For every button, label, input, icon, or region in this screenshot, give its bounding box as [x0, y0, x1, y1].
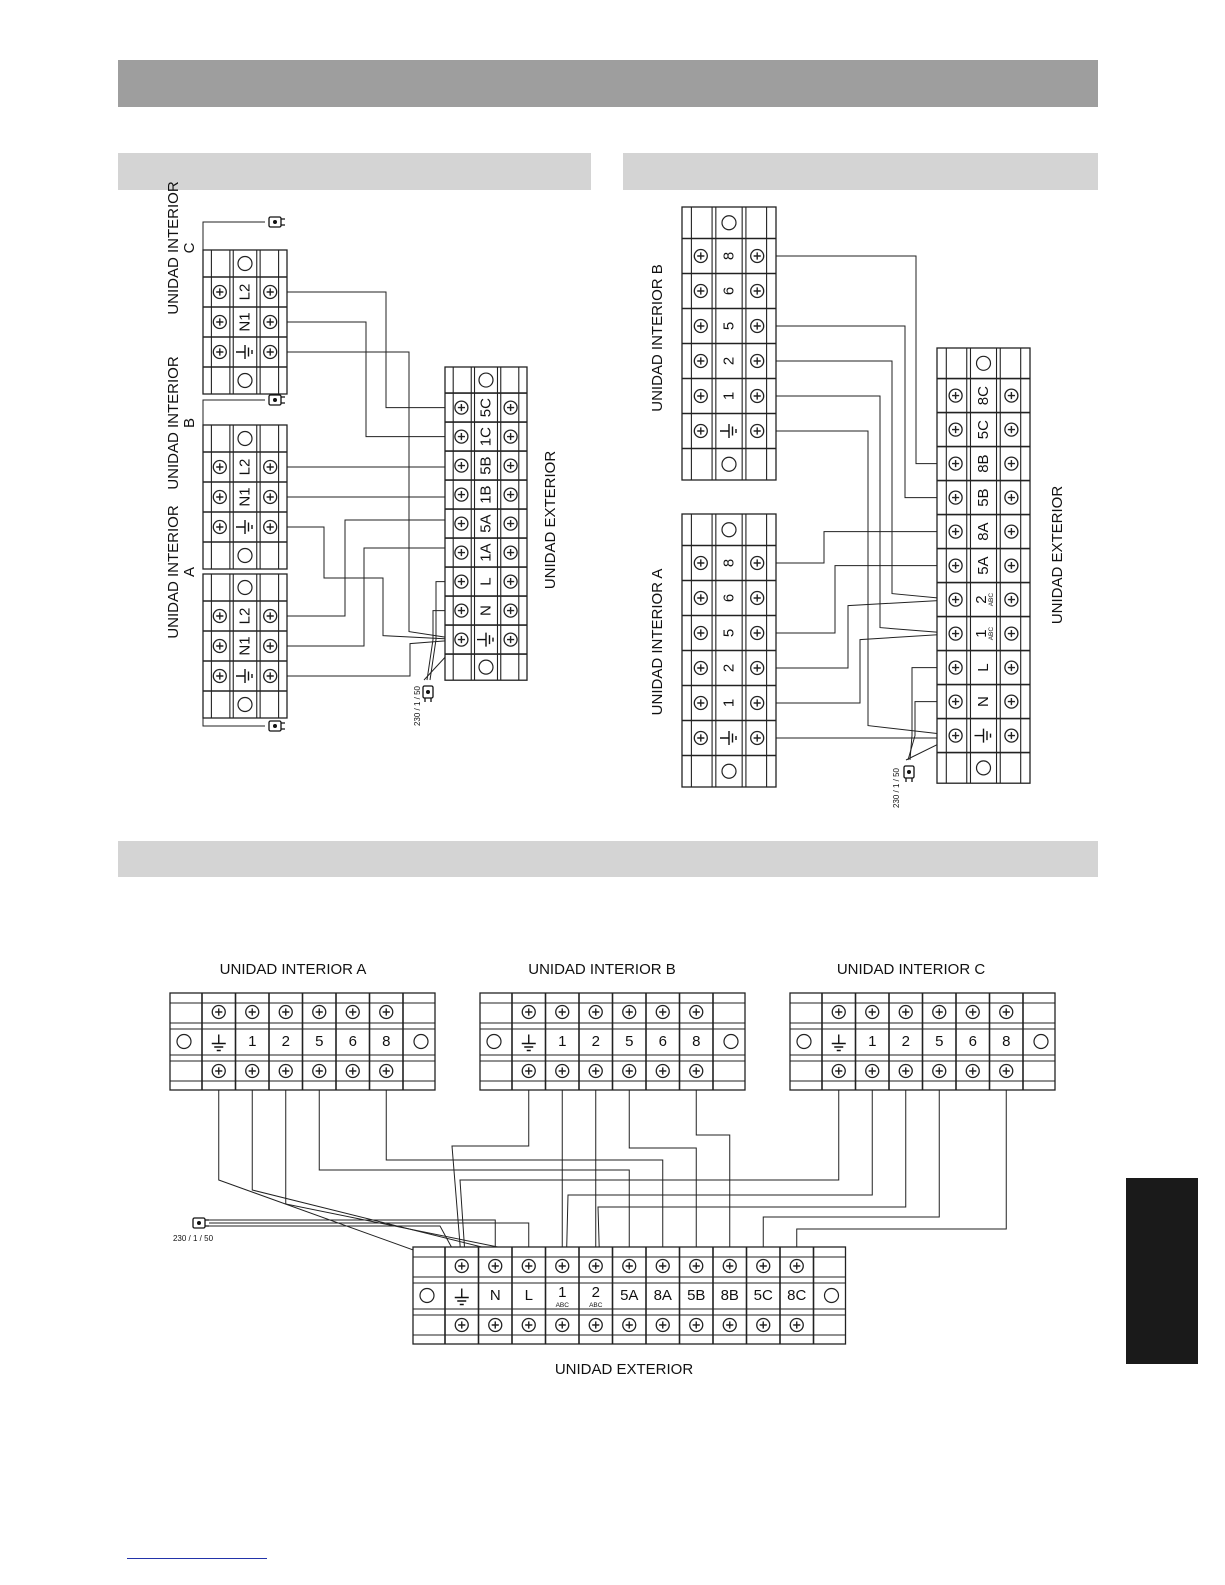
screw-icon: [866, 1006, 879, 1019]
terminal-label: 8: [720, 251, 738, 261]
screw-icon: [346, 1006, 359, 1019]
d1-outdoor-title: [542, 451, 559, 590]
mounting-hole-icon: [825, 1289, 839, 1303]
terminal-label: N: [489, 1287, 501, 1304]
screw-icon: [246, 1006, 259, 1019]
d2-wire-b-gnd: [757, 431, 955, 736]
terminal-label: 5: [625, 1033, 634, 1050]
d3-unit-c-title: UNIDAD INTERIOR C: [836, 961, 986, 978]
terminal-label: 1: [558, 1033, 567, 1050]
terminal-label: 5C: [975, 420, 992, 440]
screw-icon: [757, 1319, 770, 1332]
d2-wire-b-5: [757, 326, 955, 498]
terminal-label: N1: [236, 312, 254, 332]
screw-icon: [694, 285, 707, 298]
screw-icon: [751, 320, 764, 333]
terminal-label: N1: [236, 487, 254, 507]
terminal-label: 8A: [653, 1287, 672, 1304]
screw-icon: [264, 461, 277, 474]
d3-wire-c-1: [566, 1071, 872, 1266]
screw-icon: [522, 1006, 535, 1019]
screw-icon: [1005, 695, 1018, 708]
screw-icon: [966, 1065, 979, 1078]
screw-icon: [949, 423, 962, 436]
screw-icon: [522, 1319, 535, 1332]
screw-icon: [694, 250, 707, 263]
screw-icon: [1005, 661, 1018, 674]
screw-icon: [832, 1065, 845, 1078]
mounting-hole-icon: [487, 1035, 501, 1049]
screw-icon: [213, 316, 226, 329]
screw-icon: [556, 1260, 569, 1273]
svg-text:UNIDAD EXTERIOR: UNIDAD EXTERIOR: [542, 450, 559, 590]
screw-icon: [933, 1006, 946, 1019]
d2-wire-a-2: [757, 600, 955, 668]
terminal-label: 6: [720, 286, 738, 296]
svg-text:UNIDAD INTERIOR: UNIDAD INTERIOR: [165, 505, 182, 639]
screw-icon: [346, 1065, 359, 1078]
screw-icon: [751, 390, 764, 403]
terminal-label: 8: [692, 1033, 701, 1050]
terminal-label: N: [477, 605, 495, 617]
screw-icon: [489, 1319, 502, 1332]
svg-text:A: A: [181, 566, 198, 578]
mounting-hole-icon: [238, 432, 252, 446]
terminal-label: 5B: [687, 1287, 706, 1304]
d2-unit-b-title: [649, 264, 666, 412]
plug-dot: [426, 690, 430, 694]
terminal-label: L2: [236, 283, 254, 301]
screw-icon: [504, 401, 517, 414]
screw-icon: [213, 286, 226, 299]
screw-icon: [522, 1065, 535, 1078]
terminal-label: 8: [1002, 1033, 1011, 1050]
screw-icon: [694, 697, 707, 710]
screw-icon: [1005, 423, 1018, 436]
terminal-label: 1B: [477, 485, 495, 504]
plug-dot: [273, 398, 277, 402]
terminal-sublabel: ABC: [988, 592, 995, 607]
screw-icon: [656, 1006, 669, 1019]
d2-wire-a-8: [757, 532, 955, 563]
d3-indoor-block-b: [480, 993, 745, 1090]
terminal-label: 5A: [477, 514, 495, 533]
mounting-hole-icon: [177, 1035, 191, 1049]
plug-icon: [193, 1218, 209, 1228]
terminal-label: L: [477, 577, 495, 586]
terminal-label: 6: [348, 1033, 357, 1050]
screw-icon: [264, 346, 277, 359]
screw-icon: [212, 1006, 225, 1019]
screw-icon: [757, 1260, 770, 1273]
screw-icon: [455, 1260, 468, 1273]
screw-icon: [504, 488, 517, 501]
screw-icon: [380, 1065, 393, 1078]
screw-icon: [933, 1065, 946, 1078]
screw-icon: [213, 521, 226, 534]
screw-icon: [279, 1065, 292, 1078]
terminal-label: 2: [281, 1033, 290, 1050]
screw-icon: [489, 1260, 502, 1273]
screw-icon: [694, 355, 707, 368]
screw-icon: [1005, 389, 1018, 402]
d3-power-label: 230 / 1 / 50: [172, 1234, 214, 1243]
screw-icon: [723, 1319, 736, 1332]
screw-icon: [313, 1065, 326, 1078]
screw-icon: [899, 1065, 912, 1078]
screw-icon: [455, 517, 468, 530]
screw-icon: [949, 389, 962, 402]
d3-indoor-block-a: [170, 993, 435, 1090]
d3-wire-c-8: [797, 1071, 1007, 1266]
d2-indoor-block-b: [682, 207, 776, 480]
screw-icon: [504, 459, 517, 472]
screw-icon: [949, 457, 962, 470]
screw-icon: [556, 1065, 569, 1078]
terminal-label: L2: [236, 607, 254, 625]
svg-text:C: C: [181, 242, 198, 254]
screw-icon: [656, 1319, 669, 1332]
screw-icon: [589, 1319, 602, 1332]
screw-icon: [1005, 559, 1018, 572]
screw-icon: [623, 1319, 636, 1332]
mounting-hole-icon: [238, 374, 252, 388]
d3-wire-a-8: [386, 1071, 663, 1266]
screw-icon: [866, 1065, 879, 1078]
screw-icon: [1005, 491, 1018, 504]
terminal-label: 5B: [975, 488, 992, 507]
screw-icon: [212, 1065, 225, 1078]
terminal-label: L: [524, 1287, 533, 1304]
plug-icon: [269, 217, 285, 227]
screw-icon: [690, 1260, 703, 1273]
screw-icon: [751, 627, 764, 640]
terminal-label: 2: [591, 1284, 600, 1301]
screw-icon: [751, 285, 764, 298]
screw-icon: [751, 355, 764, 368]
terminal-label: 8B: [975, 454, 992, 473]
screw-icon: [1000, 1006, 1013, 1019]
svg-text:230 / 1 / 50: 230 / 1 / 50: [413, 686, 422, 727]
d3-wire-c-5: [763, 1071, 939, 1266]
screw-icon: [455, 1319, 468, 1332]
screw-icon: [455, 633, 468, 646]
screw-icon: [966, 1006, 979, 1019]
plug-icon: [269, 395, 285, 405]
svg-text:230 / 1 / 50: 230 / 1 / 50: [892, 768, 901, 809]
svg-text:UNIDAD INTERIOR: UNIDAD INTERIOR: [165, 356, 182, 490]
mounting-hole-icon: [414, 1035, 428, 1049]
svg-text:UNIDAD EXTERIOR: UNIDAD EXTERIOR: [1049, 485, 1066, 625]
terminal-label: 8C: [975, 386, 992, 406]
svg-text:UNIDAD INTERIOR B: UNIDAD INTERIOR B: [649, 264, 666, 412]
mounting-hole-icon: [479, 660, 493, 674]
plug-icon: [269, 721, 285, 731]
terminal-label: 8B: [720, 1287, 739, 1304]
screw-icon: [949, 593, 962, 606]
screw-icon: [949, 525, 962, 538]
screw-icon: [690, 1065, 703, 1078]
terminal-label: 1: [868, 1033, 877, 1050]
screw-icon: [380, 1006, 393, 1019]
terminal-label: 5: [720, 321, 738, 331]
screw-icon: [264, 316, 277, 329]
terminal-label: 5A: [620, 1287, 639, 1304]
screw-icon: [279, 1006, 292, 1019]
screw-icon: [949, 729, 962, 742]
plug-dot: [907, 770, 911, 774]
d3-wire-c-gnd: [460, 1071, 839, 1266]
terminal-label: L2: [236, 458, 254, 476]
screw-icon: [504, 517, 517, 530]
screw-icon: [455, 546, 468, 559]
screw-icon: [949, 559, 962, 572]
terminal-label: 8C: [787, 1287, 807, 1304]
terminal-sublabel: ABC: [555, 1302, 569, 1309]
d1-unit-b-title: [165, 356, 198, 490]
screw-icon: [504, 546, 517, 559]
screw-icon: [1005, 729, 1018, 742]
screw-icon: [751, 662, 764, 675]
d3-wire-a-5: [319, 1071, 629, 1266]
svg-text:UNIDAD INTERIOR A: UNIDAD INTERIOR A: [649, 568, 666, 716]
screw-icon: [1005, 457, 1018, 470]
screw-icon: [949, 627, 962, 640]
d3-wire-a-gnd: [219, 1071, 458, 1266]
d2-wire-b-8: [757, 256, 955, 464]
mounting-hole-icon: [238, 581, 252, 595]
screw-icon: [589, 1260, 602, 1273]
terminal-label: 1: [248, 1033, 257, 1050]
screw-icon: [264, 640, 277, 653]
screw-icon: [455, 430, 468, 443]
screw-icon: [504, 430, 517, 443]
mounting-hole-icon: [722, 216, 736, 230]
mounting-hole-icon: [238, 549, 252, 563]
screw-icon: [264, 491, 277, 504]
screw-icon: [504, 575, 517, 588]
terminal-label: N1: [236, 636, 254, 656]
screw-icon: [694, 425, 707, 438]
d1-wire-a-l2: [270, 520, 461, 616]
d2-outdoor-title: [1049, 486, 1066, 625]
terminal-label: 8: [382, 1033, 391, 1050]
terminal-label: 2: [901, 1033, 910, 1050]
screw-icon: [694, 390, 707, 403]
screw-icon: [656, 1260, 669, 1273]
terminal-label: 1: [558, 1284, 567, 1301]
terminal-label: 5: [935, 1033, 944, 1050]
screw-icon: [264, 610, 277, 623]
screw-icon: [694, 662, 707, 675]
d3-outdoor-title: UNIDAD EXTERIOR: [554, 1361, 694, 1378]
d2-wire-a-5: [757, 566, 955, 633]
screw-icon: [504, 604, 517, 617]
d3-wire-c-2: [598, 1071, 906, 1266]
screw-icon: [694, 627, 707, 640]
terminal-label: 1: [973, 629, 990, 638]
terminal-label: 2: [973, 595, 990, 604]
mounting-hole-icon: [1034, 1035, 1048, 1049]
svg-text:UNIDAD INTERIOR: UNIDAD INTERIOR: [165, 181, 182, 315]
terminal-label: 5B: [477, 456, 495, 475]
terminal-label: 5C: [477, 398, 495, 418]
terminal-label: 2: [591, 1033, 600, 1050]
screw-icon: [751, 425, 764, 438]
d1-power-label: [413, 685, 422, 726]
terminal-label: 5A: [975, 556, 992, 575]
screw-icon: [790, 1260, 803, 1273]
screw-icon: [213, 640, 226, 653]
screw-icon: [246, 1065, 259, 1078]
mounting-hole-icon: [479, 373, 493, 387]
mounting-hole-icon: [238, 698, 252, 712]
mounting-hole-icon: [977, 761, 991, 775]
screw-icon: [1005, 627, 1018, 640]
screw-icon: [264, 286, 277, 299]
terminal-label: L: [975, 663, 992, 672]
screw-icon: [522, 1260, 535, 1273]
mounting-hole-icon: [797, 1035, 811, 1049]
screw-icon: [623, 1065, 636, 1078]
d3-wire-b-8: [696, 1071, 730, 1266]
screw-icon: [455, 575, 468, 588]
mounting-hole-icon: [420, 1289, 434, 1303]
screw-icon: [656, 1065, 669, 1078]
terminal-label: 1A: [477, 543, 495, 562]
d3-unit-b-title: UNIDAD INTERIOR B: [528, 961, 676, 978]
screw-icon: [313, 1006, 326, 1019]
screw-icon: [690, 1319, 703, 1332]
terminal-label: N: [975, 696, 992, 708]
screw-icon: [751, 732, 764, 745]
screw-icon: [623, 1006, 636, 1019]
d2-indoor-block-a: [682, 514, 776, 787]
screw-icon: [504, 633, 517, 646]
screw-icon: [213, 461, 226, 474]
mounting-hole-icon: [977, 356, 991, 370]
screw-icon: [751, 250, 764, 263]
screw-icon: [213, 491, 226, 504]
d1-unit-c-power-lead: [203, 222, 265, 250]
terminal-label: 1: [720, 391, 738, 401]
screw-icon: [213, 346, 226, 359]
d1-unit-b-power-lead: [203, 400, 265, 425]
mounting-hole-icon: [722, 457, 736, 471]
screw-icon: [694, 592, 707, 605]
mounting-hole-icon: [238, 257, 252, 271]
mounting-hole-icon: [724, 1035, 738, 1049]
screw-icon: [455, 459, 468, 472]
screw-icon: [589, 1065, 602, 1078]
terminal-sublabel: ABC: [988, 626, 995, 641]
terminal-label: 6: [720, 593, 738, 603]
terminal-label: 5C: [753, 1287, 773, 1304]
mounting-hole-icon: [722, 764, 736, 778]
screw-icon: [1000, 1065, 1013, 1078]
screw-icon: [455, 401, 468, 414]
screw-icon: [723, 1260, 736, 1273]
screw-icon: [1005, 525, 1018, 538]
screw-icon: [949, 491, 962, 504]
screw-icon: [690, 1006, 703, 1019]
screw-icon: [556, 1006, 569, 1019]
screw-icon: [899, 1006, 912, 1019]
screw-icon: [751, 697, 764, 710]
screw-icon: [832, 1006, 845, 1019]
screw-icon: [455, 604, 468, 617]
screw-icon: [556, 1319, 569, 1332]
terminal-label: 1C: [477, 427, 495, 447]
plug-dot: [273, 724, 277, 728]
d3-unit-a-title: UNIDAD INTERIOR A: [219, 961, 367, 978]
d2-power-label: [892, 767, 901, 808]
mounting-hole-icon: [722, 523, 736, 537]
d2-unit-a-title: [649, 569, 666, 716]
screw-icon: [623, 1260, 636, 1273]
d2-wire-b-2: [757, 361, 955, 600]
screw-icon: [694, 320, 707, 333]
screw-icon: [264, 670, 277, 683]
screw-icon: [751, 557, 764, 570]
screw-icon: [751, 592, 764, 605]
terminal-label: 1: [720, 698, 738, 708]
terminal-label: 2: [720, 663, 738, 673]
d2-wire-b-1: [757, 396, 955, 634]
terminal-label: 6: [968, 1033, 977, 1050]
terminal-label: 8A: [975, 522, 992, 541]
screw-icon: [694, 557, 707, 570]
plug-icon: [423, 686, 433, 702]
screw-icon: [694, 732, 707, 745]
svg-text:B: B: [181, 417, 198, 429]
plug-dot: [197, 1221, 201, 1225]
plug-icon: [904, 766, 914, 782]
d1-unit-c-title: [165, 181, 198, 315]
terminal-sublabel: ABC: [589, 1302, 603, 1309]
plug-dot: [273, 220, 277, 224]
screw-icon: [213, 670, 226, 683]
d3-wire-a-1: [252, 1071, 558, 1266]
screw-icon: [790, 1319, 803, 1332]
d3-indoor-block-c: [790, 993, 1055, 1090]
d1-unit-a-title: [165, 505, 198, 639]
screw-icon: [1005, 593, 1018, 606]
terminal-label: 8: [720, 558, 738, 568]
terminal-label: 6: [658, 1033, 667, 1050]
terminal-label: 2: [720, 356, 738, 366]
screw-icon: [213, 610, 226, 623]
screw-icon: [455, 488, 468, 501]
terminal-label: 5: [720, 628, 738, 638]
terminal-label: 5: [315, 1033, 324, 1050]
screw-icon: [949, 695, 962, 708]
screw-icon: [949, 661, 962, 674]
screw-icon: [589, 1006, 602, 1019]
screw-icon: [264, 521, 277, 534]
d1-wire-c-n1: [270, 322, 461, 437]
